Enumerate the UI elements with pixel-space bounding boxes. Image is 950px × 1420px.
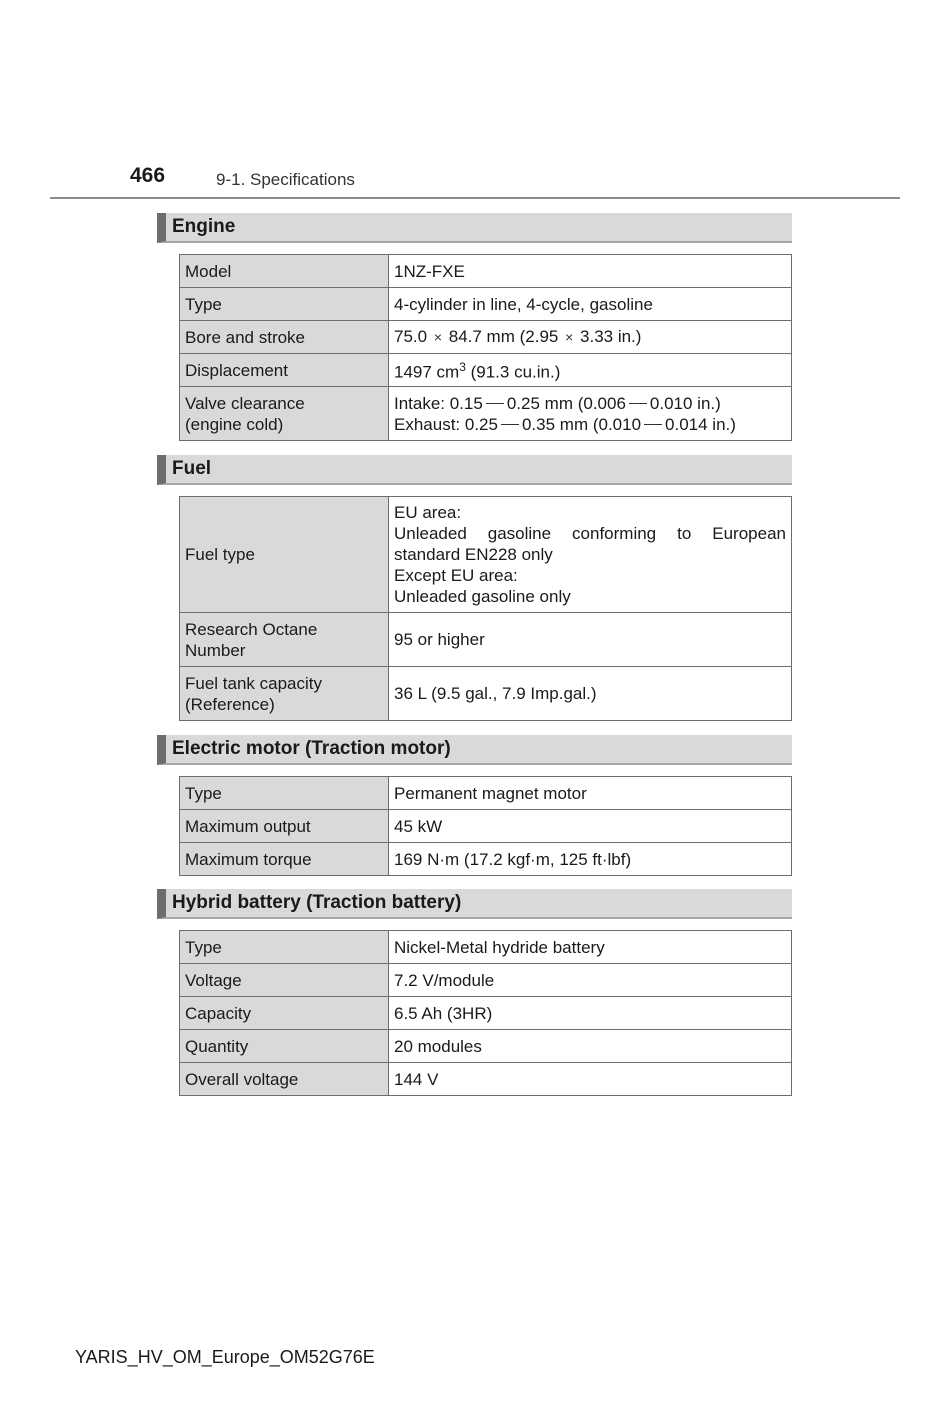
row-label: Model [180,255,389,288]
times-sign: × [433,329,443,345]
row-value: 36 L (9.5 gal., 7.9 Imp.gal.) [389,667,792,721]
engine-table [179,254,792,441]
motor-section [157,735,792,869]
exhaust-part: 0.014 in.) [665,414,736,434]
row-value: 45 kW [389,810,792,843]
row-value: 1NZ-FXE [389,255,792,288]
row-label [180,613,389,667]
row-value: 4-cylinder in line, 4-cycle, gasoline [389,288,792,321]
engine-section [157,213,792,434]
label-line: (engine cold) [185,414,284,434]
row-label: Type [180,777,389,810]
intake-line [394,393,786,414]
label-line: Fuel tank capacity [185,673,323,693]
table-row [180,964,792,997]
row-value [389,354,792,387]
table-row [180,810,792,843]
row-label: Quantity [180,1030,389,1063]
battery-section [157,889,792,1089]
fuel-heading: Fuel [157,455,792,485]
table-row [180,777,792,810]
row-value: 7.2 V/module [389,964,792,997]
header-divider [50,197,900,199]
label-line: Valve clearance [185,393,305,413]
row-value: 20 modules [389,1030,792,1063]
disp-part: (91.3 cu.in.) [465,362,561,382]
row-label: Fuel type [180,497,389,613]
range-dash [644,424,662,425]
table-row [180,667,792,721]
table-row [180,613,792,667]
row-value: Nickel-Metal hydride battery [389,931,792,964]
superscript: 3 [459,360,466,375]
value-line: Unleaded gasoline only [394,587,571,606]
battery-table [179,930,792,1096]
row-value: 169 N·m (17.2 kgf·m, 125 ft·lbf) [389,843,792,876]
motor-table [179,776,792,876]
times-sign: × [565,329,574,345]
row-value: Permanent magnet motor [389,777,792,810]
table-row [180,1030,792,1063]
fuel-section [157,455,792,714]
bore-part: 3.33 in.) [580,327,642,346]
value-line: Unleaded gasoline conforming to European standard EN228 only [394,524,786,564]
range-dash [629,403,647,404]
intake-part: Intake: 0.15 [394,393,483,413]
bore-part: 84.7 mm (2.95 [448,327,559,346]
row-label: Bore and stroke [180,321,389,354]
table-row [180,997,792,1030]
label-line: Research Octane [185,619,318,639]
intake-part: 0.25 mm (0.006 [506,393,626,413]
row-value: 6.5 Ah (3HR) [389,997,792,1030]
range-dash [486,403,504,404]
table-row [180,354,792,387]
battery-heading: Hybrid battery (Traction battery) [157,889,792,919]
table-row [180,497,792,613]
row-label: Maximum torque [180,843,389,876]
document-id: YARIS_HV_OM_Europe_OM52G76E [75,1347,375,1367]
table-row [180,843,792,876]
row-label: Voltage [180,964,389,997]
row-label: Type [180,931,389,964]
table-row [180,255,792,288]
label-line: Number [185,640,246,660]
value-line: EU area: [394,503,462,522]
row-value: 95 or higher [389,613,792,667]
row-value [389,321,792,354]
page-number: 466 [130,164,166,187]
row-value [389,387,792,441]
row-value: 144 V [389,1063,792,1096]
table-row [180,931,792,964]
row-label [180,387,389,441]
row-label: Type [180,288,389,321]
row-label: Capacity [180,997,389,1030]
row-label: Overall voltage [180,1063,389,1096]
disp-part: 1497 cm [394,362,460,382]
engine-heading: Engine [157,213,792,243]
table-row [180,288,792,321]
table-row [180,321,792,354]
section-breadcrumb: 9-1. Specifications [216,170,355,189]
table-row [180,387,792,441]
intake-part: 0.010 in.) [649,393,721,413]
exhaust-part: Exhaust: 0.25 [394,414,498,434]
motor-heading: Electric motor (Traction motor) [157,735,792,765]
row-label: Maximum output [180,810,389,843]
exhaust-line [394,414,786,435]
range-dash [501,424,519,425]
row-label: Displacement [180,354,389,387]
label-line: (Reference) [185,694,275,714]
value-line: Except EU area: [394,566,518,585]
row-label [180,667,389,721]
row-value [389,497,792,613]
fuel-table [179,496,792,721]
exhaust-part: 0.35 mm (0.010 [521,414,642,434]
table-row [180,1063,792,1096]
bore-part: 75.0 [394,327,428,346]
